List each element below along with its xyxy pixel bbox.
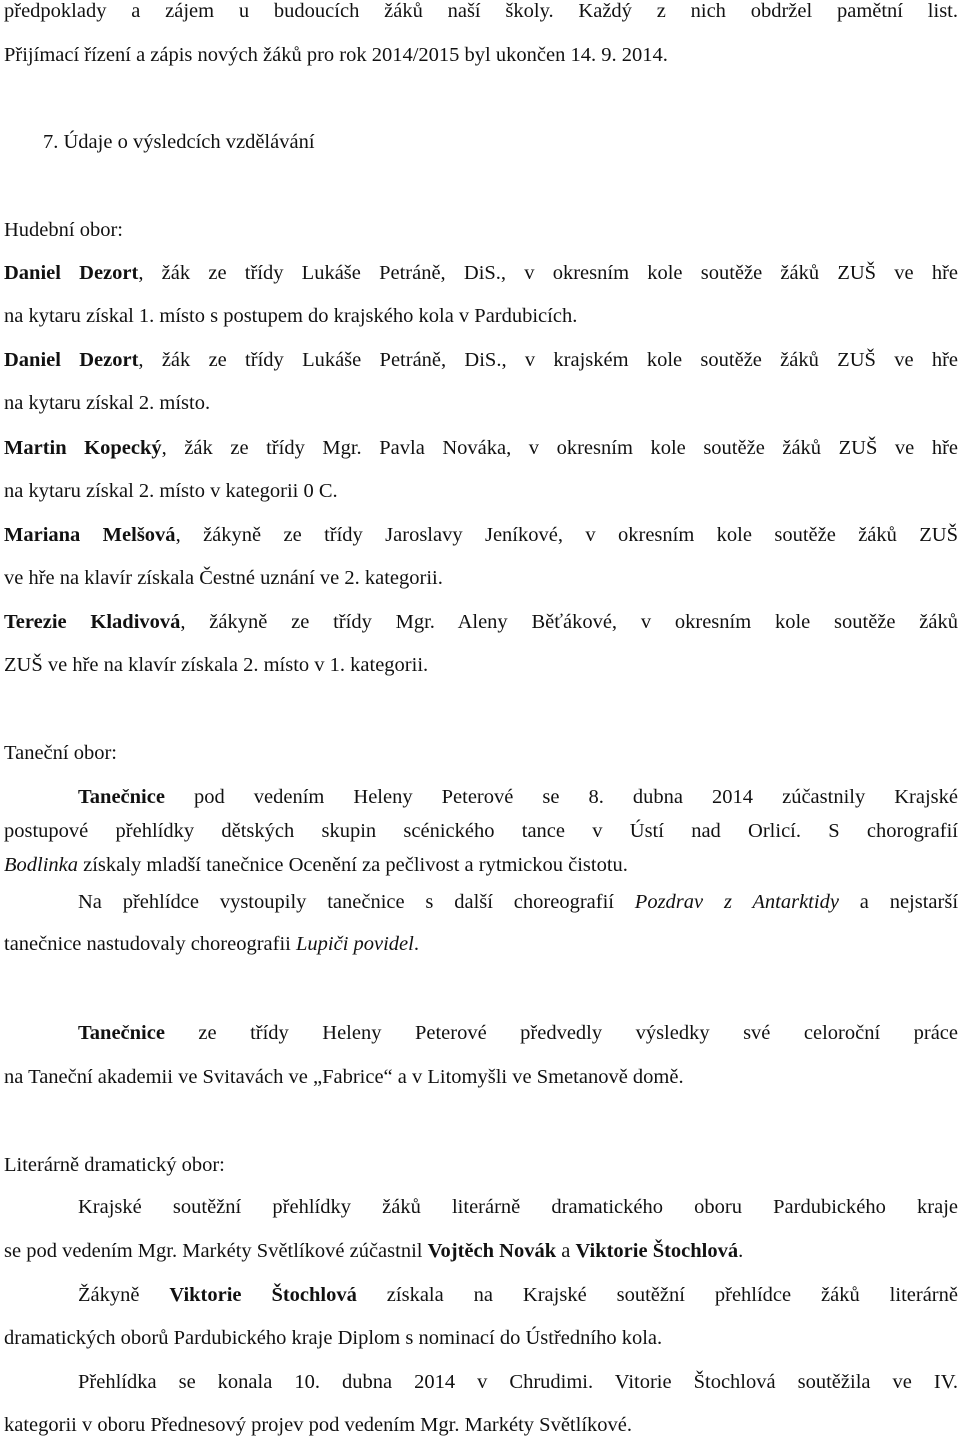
literary-para-2-line-1: Žákyně Viktorie Štochlová získala na Krajské soutěžní přehlídce žáků literárně xyxy=(78,1284,958,1306)
music-entry-3-line-2: na kytaru získal 2. místo v kategorii 0 C. xyxy=(4,480,338,502)
literary-para-1-line-2: se pod vedením Mgr. Markéty Světlíkové zúčastnil Vojtěch Novák a Viktorie Štochlová. xyxy=(4,1240,744,1262)
student-name: Mariana Melšová xyxy=(4,524,176,546)
student-name: Vojtěch Novák xyxy=(427,1240,557,1262)
dance-para-3-line-1: Tanečnice ze třídy Heleny Peterové předvedly výsledky své celoroční práce xyxy=(78,1022,958,1044)
student-name: Daniel Dezort xyxy=(4,349,139,371)
literary-para-3-line-2: kategorii v oboru Přednesový projev pod vedením Mgr. Markéty Světlíkové. xyxy=(4,1414,632,1436)
ensemble-name: Tanečnice xyxy=(78,1022,165,1044)
student-name: Terezie Kladivová xyxy=(4,611,181,633)
music-entry-4-line-2: ve hře na klavír získala Čestné uznání ve 2. kategorii. xyxy=(4,567,443,589)
literary-heading: Literárně dramatický obor: xyxy=(4,1154,225,1176)
dance-para-3-line-2: na Taneční akademii ve Svitavách ve „Fabrice“ a v Litomyšli ve Smetanově domě. xyxy=(4,1066,684,1088)
ensemble-name: Tanečnice xyxy=(78,786,165,808)
student-name: Viktorie Štochlová xyxy=(169,1284,357,1306)
student-name: Daniel Dezort xyxy=(4,262,139,284)
dance-para-2-line-1: Na přehlídce vystoupily tanečnice s další choreografií Pozdrav z Antarktidy a nejstarší xyxy=(78,891,959,913)
music-entry-2-line-1: Daniel Dezort, žák ze třídy Lukáše Petráně, DiS., v krajském kole soutěže žáků ZUŠ ve hře xyxy=(4,349,959,371)
music-entry-1-line-2: na kytaru získal 1. místo s postupem do krajského kola v Pardubicích. xyxy=(4,305,578,327)
dance-heading: Taneční obor: xyxy=(4,742,117,764)
music-entry-5-line-2: ZUŠ ve hře na klavír získala 2. místo v 1. kategorii. xyxy=(4,654,429,676)
music-entry-4-line-1: Mariana Melšová, žákyně ze třídy Jaroslavy Jeníkové, v okresním kole soutěže žáků ZUŠ xyxy=(4,524,959,546)
choreography-title: Bodlinka xyxy=(4,854,79,876)
dance-para-1-line-1: Tanečnice pod vedením Heleny Peterové se 8. dubna 2014 zúčastnily Krajské xyxy=(78,786,958,808)
music-entry-5-line-1: Terezie Kladivová, žákyně ze třídy Mgr. Aleny Běťákové, v okresním kole soutěže žáků xyxy=(4,611,958,633)
music-entry-3-line-1: Martin Kopecký, žák ze třídy Mgr. Pavla Nováka, v okresním kole soutěže žáků ZUŠ ve hře xyxy=(4,437,958,459)
intro-line-1: předpoklady a zájem u budoucích žáků naší školy. Každý z nich obdržel pamětní list. xyxy=(4,0,958,22)
dance-para-1-line-2: postupové přehlídky dětských skupin scénického tance v Ústí nad Orlicí. S chorografií xyxy=(4,820,958,842)
dance-para-1-line-3: Bodlinka získaly mladší tanečnice Ocenění za pečlivost a rytmickou čistotu. xyxy=(4,854,628,876)
choreography-title: Pozdrav z Antarktidy xyxy=(634,891,839,913)
student-name: Martin Kopecký xyxy=(4,437,162,459)
choreography-title: Lupiči povidel xyxy=(296,933,414,955)
literary-para-1-line-1: Krajské soutěžní přehlídky žáků literárně dramatického oboru Pardubického kraje xyxy=(78,1196,958,1218)
intro-line-2: Přijímací řízení a zápis nových žáků pro rok 2014/2015 byl ukončen 14. 9. 2014. xyxy=(4,44,668,66)
literary-para-2-line-2: dramatických oborů Pardubického kraje Diplom s nominací do Ústředního kola. xyxy=(4,1327,663,1349)
music-heading: Hudební obor: xyxy=(4,219,123,241)
literary-para-3-line-1: Přehlídka se konala 10. dubna 2014 v Chrudimi. Vitorie Štochlová soutěžila ve IV. xyxy=(78,1371,958,1393)
music-entry-2-line-2: na kytaru získal 2. místo. xyxy=(4,392,211,414)
music-entry-1-line-1: Daniel Dezort, žák ze třídy Lukáše Petráně, DiS., v okresním kole soutěže žáků ZUŠ ve hře xyxy=(4,262,958,284)
dance-para-2-line-2: tanečnice nastudovaly choreografii Lupiči povidel. xyxy=(4,933,419,955)
student-name: Viktorie Štochlová xyxy=(575,1240,739,1262)
section-title: 7. Údaje o výsledcích vzdělávání xyxy=(43,131,315,153)
